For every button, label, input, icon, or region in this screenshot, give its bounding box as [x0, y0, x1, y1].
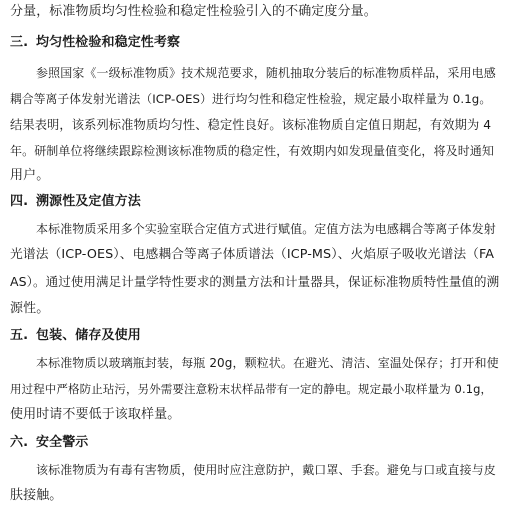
section-6-heading [10, 435, 88, 451]
section-6-line-2: 肤接触。 [10, 488, 63, 503]
section-4-line-3: AS）。通过使用满足计量学特性要求的测量方法和计量器具，保证标准物质特性量值的溯 [10, 274, 500, 289]
section-5-heading [10, 328, 141, 344]
section-3-line-3: 结果表明，该系列标准物质均匀性、稳定性良好。该标准物质自定值日期起，有效期为 4 [10, 118, 492, 132]
section-5-title: 包装、储存及使用 [36, 328, 141, 343]
section-3-number: 三. [10, 35, 29, 50]
section-3-line-5: 用户。 [10, 168, 50, 183]
section-4-heading [10, 194, 141, 210]
section-4-line-2: 光谱法（ICP-OES）、电感耦合等离子体质谱法（ICP-MS）、火焰原子吸收光谱法（FA [10, 247, 495, 262]
section-5-line-1: 本标准物质以玻璃瓶封装，每瓶 20g，颗粒状。在避光、清洁、室温处保存；打开和使 [36, 356, 499, 370]
section-3-line-2: 耦合等离子体发射光谱法（ICP-OES）进行均匀性和稳定性检验，规定最小取样量为 0.1g。 [10, 92, 492, 106]
section-3-title: 均匀性检验和稳定性考察 [36, 35, 181, 50]
section-4-line-1: 本标准物质采用多个实验室联合定值方式进行赋值。定值方法为电感耦合等离子体发射 [36, 222, 496, 236]
section-5-line-2: 用过程中严格防止玷污，另外需要注意粉末状样品带有一定的静电。规定最小取样量为 0.1g， [10, 382, 493, 396]
section-4-title: 溯源性及定值方法 [36, 194, 141, 209]
section-5-line-3: 使用时请不要低于该取样量。 [10, 407, 181, 422]
intro-line: 分量，标准物质均匀性检验和稳定性检验引入的不确定度分量。 [10, 4, 377, 19]
section-6-number: 六. [10, 435, 29, 450]
section-4-line-4: 源性。 [10, 301, 50, 316]
section-3-line-1: 参照国家《一级标准物质》技术规范要求，随机抽取分装后的标准物质样品，采用电感 [36, 66, 496, 80]
section-3-heading [10, 35, 180, 51]
section-6-line-1: 该标准物质为有毒有害物质，使用时应注意防护，戴口罩、手套。避免与口或直接与皮 [36, 463, 496, 477]
section-4-number: 四. [10, 194, 29, 209]
section-3-line-4: 年。研制单位将继续跟踪检测该标准物质的稳定性，有效期内如发现量值变化，将及时通知 [10, 144, 495, 158]
section-6-title: 安全警示 [36, 435, 89, 450]
section-5-number: 五. [10, 328, 29, 343]
